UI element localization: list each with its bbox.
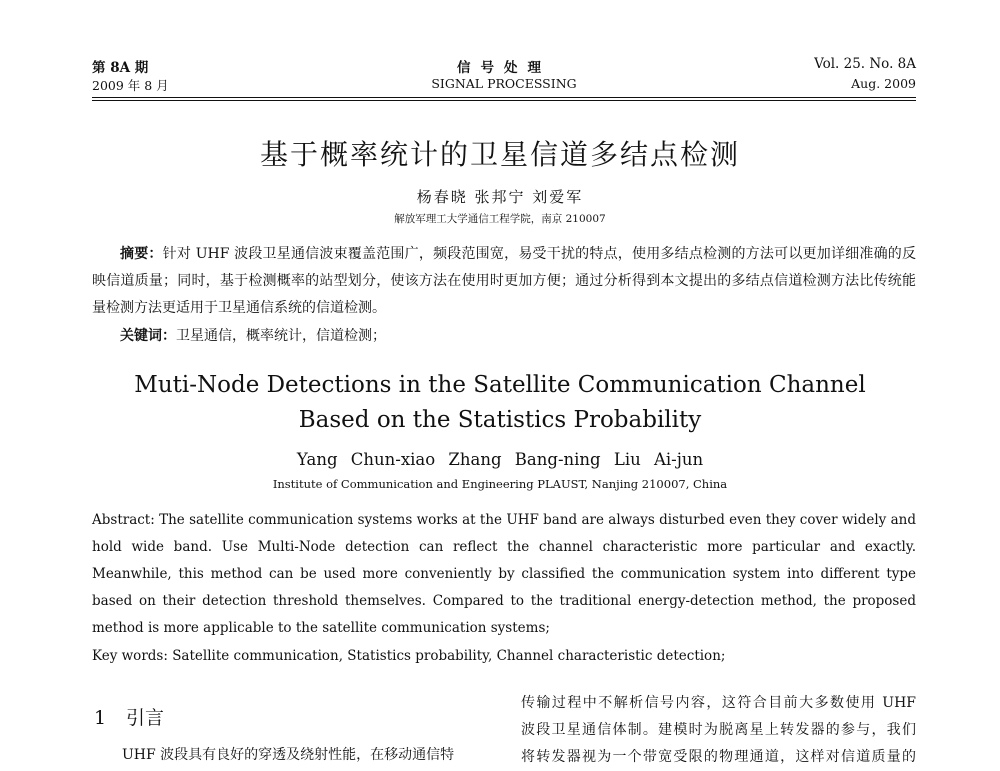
- right-column-line-3: 将转发器视为一个带宽受限的物理通道，这样对信道质量的: [521, 749, 916, 765]
- abstract-cn-text: 针对 UHF 波段卫星通信波束覆盖范围广，频段范围宽，易受干扰的特点，使用多结点检测的方法可以更加详细准确的反映信道质量；同时，基于检测概率的站型划分，使该方法在使用时更加方便；通过分析得到本文提出的多结点信道检测方法比传统能量检测方法更适用于卫星通信系统的信道检测。: [92, 246, 917, 316]
- right-column-line-1: 传输过程中不解析信号内容，这符合目前大多数使用 UHF: [521, 695, 916, 711]
- right-column-line-2: 波段卫星通信体制。建模时为脱离星上转发器的参与，我们: [521, 722, 916, 738]
- header-row-2: [92, 76, 916, 96]
- journal-name-en: SIGNAL PROCESSING: [431, 76, 577, 91]
- keywords-en: [92, 648, 916, 664]
- issue-cn: 第 8A 期: [92, 60, 149, 76]
- abstract-cn-label: 摘要：: [120, 246, 163, 262]
- abstract-en-text: The satellite communication systems works at the UHF band are always disturbed even they cover widely and hold wide band. Use Multi-Node detection can reflect the channel characteristic more particular and exactly. Meanwhile, this method can be used more conveniently by classified the communication system into different type based on their detection threshold themselves. Compared to the traditional energy-detection method, the proposed method is more applicable to the satellite communication systems;: [92, 512, 916, 636]
- paper-title-en: [0, 368, 1000, 438]
- section-heading-introduction: [94, 703, 164, 730]
- journal-name-cn: 信号处理: [457, 60, 551, 76]
- header-rule-thick: [92, 97, 916, 98]
- keywords-cn-text: 卫星通信，概率统计，信道检测；: [176, 328, 386, 344]
- abstract-cn: [92, 241, 916, 322]
- header-row-1: [92, 56, 916, 76]
- affiliation-cn: 解放军理工大学通信工程学院，南京 210007: [394, 213, 606, 225]
- paper-title-en-line1: Muti-Node Detections in the Satellite Communication Channel: [134, 372, 866, 398]
- keywords-cn: [92, 325, 916, 345]
- paper-title-cn: 基于概率统计的卫星信道多结点检测: [259, 138, 740, 171]
- date-en: Aug. 2009: [851, 76, 916, 91]
- authors-en: Yang Chun-xiao Zhang Bang-ning Liu Ai-jun: [296, 450, 704, 469]
- keywords-en-text: Satellite communication, Statistics probability, Channel characteristic detection;: [172, 648, 726, 664]
- authors-cn: 杨春晓 张邦宁 刘爱军: [416, 188, 584, 206]
- keywords-en-label: Key words:: [92, 648, 168, 664]
- abstract-en: [92, 507, 916, 642]
- section-number: 1: [94, 707, 107, 729]
- left-column-body: UHF 波段具有良好的穿透及绕射性能，在移动通信特: [122, 747, 455, 763]
- section-title: 引言: [126, 707, 165, 729]
- volume-number: Vol. 25. No. 8A: [814, 56, 916, 72]
- abstract-en-label: Abstract:: [92, 512, 155, 528]
- paper-title-en-line2: Based on the Statistics Probability: [298, 407, 702, 433]
- date-cn: 2009 年 8 月: [92, 78, 169, 93]
- keywords-cn-label: 关键词：: [120, 328, 176, 344]
- affiliation-en: Institute of Communication and Engineering PLAUST, Nanjing 210007, China: [272, 477, 728, 491]
- header-rule-thin: [92, 100, 916, 101]
- running-header: [92, 56, 916, 96]
